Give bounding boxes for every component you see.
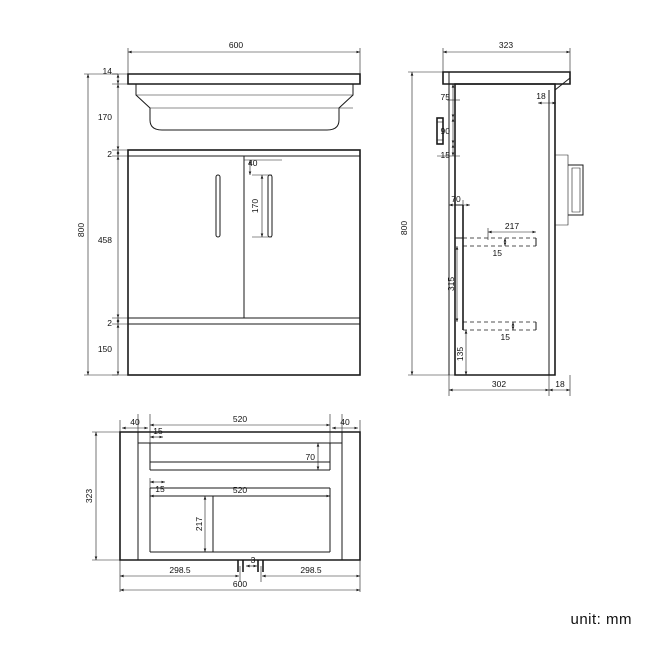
- dim-front-handle-offset: 40: [248, 158, 258, 168]
- dim-front-14: 14: [102, 66, 112, 76]
- dim-side-18-bottom: 18: [555, 379, 565, 389]
- dim-side-15-lower: 15: [500, 332, 510, 342]
- dim-plan-right-door: 298.5: [300, 565, 322, 575]
- dim-front-150: 150: [97, 344, 112, 354]
- dim-side-217: 217: [504, 221, 520, 231]
- dim-front-height: 800: [76, 222, 86, 238]
- plan-view: [84, 414, 360, 592]
- dim-side-depth: 323: [498, 40, 514, 50]
- dim-plan-600: 600: [232, 579, 248, 589]
- dim-plan-15-top: 15: [153, 426, 163, 436]
- side-elevation-view: [399, 40, 583, 396]
- front-elevation-view: [76, 40, 360, 375]
- dim-front-width: 600: [228, 40, 244, 50]
- dim-side-315: 315: [446, 276, 456, 292]
- dim-front-handle-length: 170: [250, 198, 260, 214]
- dim-plan-40-right: 40: [340, 417, 350, 427]
- dim-side-15-bracket: 15: [440, 150, 450, 160]
- dim-side-70: 70: [451, 194, 461, 204]
- dim-plan-520-lower: 520: [232, 485, 248, 495]
- dim-plan-40-left: 40: [130, 417, 140, 427]
- dim-side-15-shelf: 15: [492, 248, 502, 258]
- dim-plan-323: 323: [84, 488, 94, 504]
- dim-front-170: 170: [97, 112, 112, 122]
- dim-plan-left-door: 298.5: [169, 565, 191, 575]
- dim-front-gap-bottom: 2: [107, 318, 112, 328]
- dim-side-18-top: 18: [536, 91, 546, 101]
- dim-side-302: 302: [491, 379, 507, 389]
- dim-plan-520-upper: 520: [232, 414, 248, 424]
- dim-plan-217: 217: [194, 516, 204, 532]
- dim-plan-70: 70: [305, 452, 315, 462]
- unit-note: unit: mm: [570, 611, 632, 628]
- dim-front-458: 458: [97, 235, 112, 245]
- dim-side-135: 135: [455, 346, 465, 362]
- dim-front-gap-top: 2: [107, 149, 112, 159]
- dim-side-height: 800: [399, 220, 409, 236]
- dim-plan-gap: 3: [250, 555, 256, 565]
- dim-side-75: 75: [440, 92, 450, 102]
- dim-side-90: 90: [440, 126, 450, 136]
- dim-plan-15-lower: 15: [155, 484, 165, 494]
